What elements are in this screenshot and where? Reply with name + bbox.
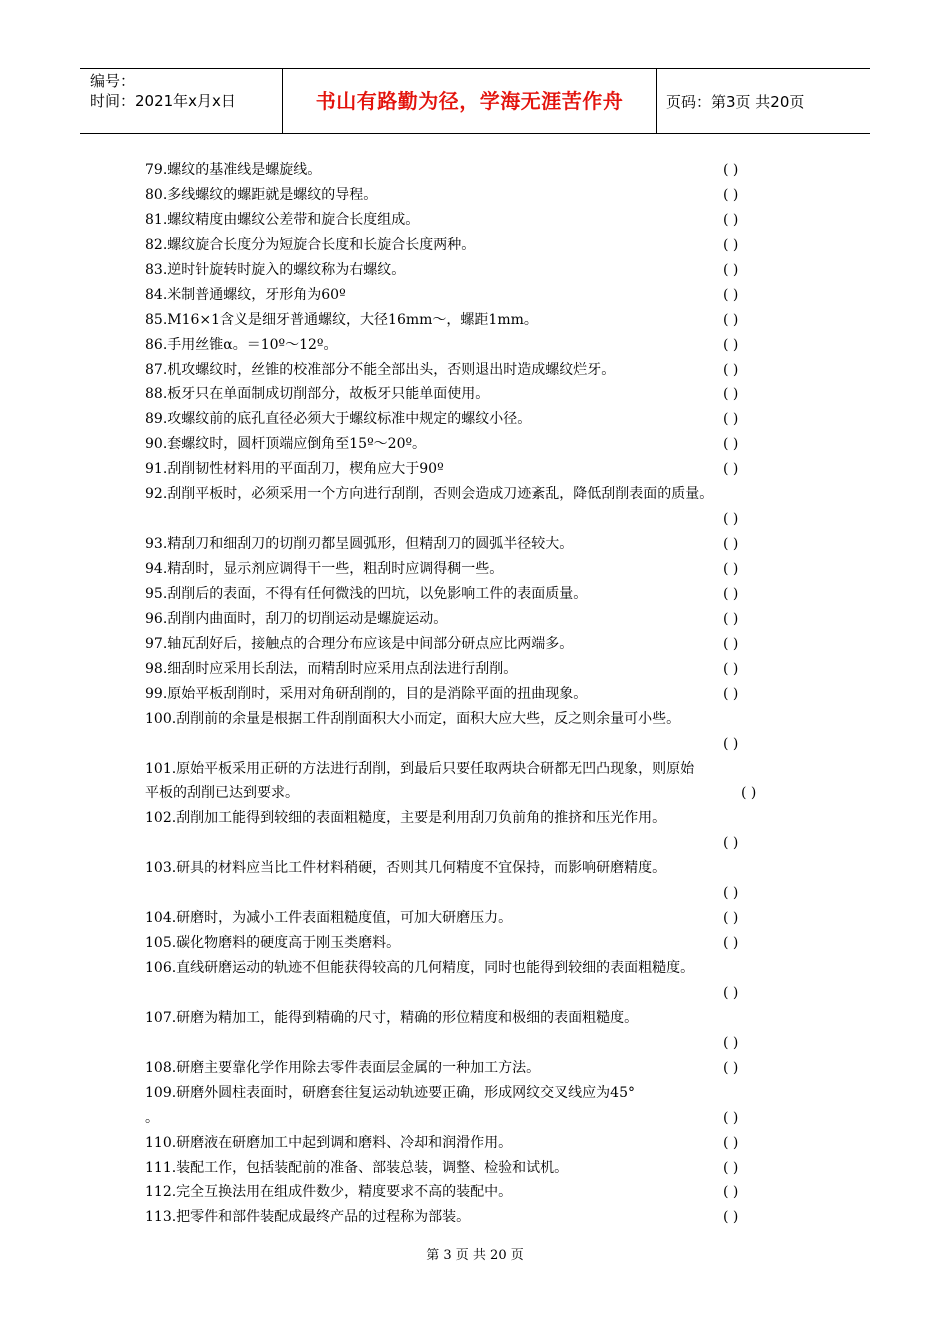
question-text: 81.螺纹精度由螺纹公差带和旋合长度组成。 [145, 211, 420, 228]
question-line [145, 956, 835, 981]
question-line [145, 682, 835, 707]
header-page-info: 页码：第3页 共20页 [666, 93, 805, 111]
question-text: 102.刮削加工能得到较细的表面粗糙度，主要是利用刮刀负前角的推挤和压光作用。 [145, 810, 667, 827]
answer-blank: ( ) [723, 411, 739, 428]
answer-blank: ( ) [723, 211, 739, 228]
question-text: 79.螺纹的基准线是螺旋线。 [145, 162, 322, 178]
page-footer: 第 3 页 共 20 页 [426, 1248, 524, 1263]
answer-blank: ( ) [723, 536, 739, 553]
question-line [145, 657, 835, 682]
question-line [145, 781, 835, 806]
question-text: 85.M16×1含义是细牙普通螺纹，大径16mm～，螺距1mm。 [145, 311, 538, 328]
answer-blank: ( ) [723, 236, 739, 253]
question-line [145, 532, 835, 557]
question-line [145, 806, 835, 831]
question-line [145, 1006, 835, 1031]
question-text: 87.机攻螺纹时，丝锥的校准部分不能全部出头，否则退出时造成螺纹烂牙。 [145, 361, 616, 378]
question-text: 101.原始平板采用正研的方法进行刮削，到最后只要任取两块合研都无凹凸现象，则原始 [145, 760, 695, 777]
question-line [145, 1081, 835, 1106]
question-line [145, 258, 835, 283]
question-line [145, 333, 835, 358]
question-line [145, 208, 835, 233]
answer-blank: ( ) [723, 436, 739, 453]
question-line [145, 981, 835, 1006]
answer-blank: ( ) [723, 984, 739, 1001]
header-motto: 书山有路勤为径，学海无涯苦作舟 [283, 69, 657, 133]
question-text: 108.研磨主要靠化学作用除去零件表面层金属的一种加工方法。 [145, 1059, 541, 1076]
question-line [145, 1131, 835, 1156]
question-line [145, 831, 835, 856]
question-text: 86.手用丝锥α。＝10º～12º。 [145, 336, 338, 353]
answer-blank: ( ) [741, 785, 757, 802]
answer-blank: ( ) [723, 835, 739, 852]
question-line [145, 283, 835, 308]
question-line [145, 482, 835, 507]
question-line [145, 906, 835, 931]
question-text: 92.刮削平板时，必须采用一个方向进行刮削，否则会造成刀迹紊乱，降低刮削表面的质量。 [145, 486, 714, 503]
question-line [145, 707, 835, 732]
question-text: 94.精刮时，显示剂应调得干一些，粗刮时应调得稠一些。 [145, 561, 504, 577]
question-text: 80.多线螺纹的螺距就是螺纹的导程。 [145, 186, 378, 203]
answer-blank: ( ) [723, 935, 739, 952]
question-text: 111.装配工作，包括装配前的准备、部装总装，调整、检验和试机。 [145, 1159, 569, 1176]
question-text: 106.直线研磨运动的轨迹不但能获得较高的几何精度，同时也能得到较细的表面粗糙度。 [145, 960, 695, 976]
question-text: 103.研具的材料应当比工件材料稍硬，否则其几何精度不宜保持，而影响研磨精度。 [145, 860, 667, 877]
question-line [145, 183, 835, 208]
answer-blank: ( ) [723, 910, 739, 927]
answer-blank: ( ) [723, 162, 739, 178]
question-line [145, 432, 835, 457]
question-line [145, 557, 835, 582]
question-line [145, 457, 835, 482]
question-text: 100.刮削前的余量是根据工件刮削面积大小而定，面积大应大些，反之则余量可小些。 [145, 710, 681, 727]
question-text: 88.板牙只在单面制成切削部分，故板牙只能单面使用。 [145, 386, 490, 403]
question-line [145, 1031, 835, 1056]
answer-blank: ( ) [723, 461, 739, 478]
question-text: 90.套螺纹时，圆杆顶端应倒角至15º～20º。 [145, 436, 427, 453]
answer-blank: ( ) [723, 1134, 739, 1151]
question-line [145, 308, 835, 333]
question-line [145, 582, 835, 607]
question-line [145, 1106, 835, 1131]
answer-blank: ( ) [723, 610, 739, 627]
question-line [145, 732, 835, 757]
header-meta [80, 69, 283, 133]
question-text: 107.研磨为精加工，能得到精确的尺寸，精确的形位精度和极细的表面粗糙度。 [145, 1009, 639, 1026]
question-text: 104.研磨时，为减小工件表面粗糙度值，可加大研磨压力。 [145, 910, 513, 927]
answer-blank: ( ) [723, 1184, 739, 1201]
question-text: 83.逆时针旋转时旋入的螺纹称为右螺纹。 [145, 261, 406, 278]
question-text: 95.刮削后的表面，不得有任何微浅的凹坑，以免影响工件的表面质量。 [145, 585, 588, 602]
answer-blank: ( ) [723, 386, 739, 403]
question-text: 93.精刮刀和细刮刀的切削刃都呈圆弧形，但精刮刀的圆弧半径较大。 [145, 536, 574, 553]
answer-blank: ( ) [723, 511, 739, 528]
answer-blank: ( ) [723, 1059, 739, 1076]
question-line [145, 358, 835, 383]
answer-blank: ( ) [723, 685, 739, 702]
question-line [145, 158, 835, 183]
answer-blank: ( ) [723, 635, 739, 652]
question-text: 89.攻螺纹前的底孔直径必须大于螺纹标准中规定的螺纹小径。 [145, 411, 532, 428]
question-text: 96.刮削内曲面时，刮刀的切削运动是螺旋运动。 [145, 610, 448, 627]
question-line [145, 407, 835, 432]
question-line [145, 1180, 835, 1205]
answer-blank: ( ) [723, 1109, 739, 1126]
document-number-label: 编号： [90, 72, 136, 90]
answer-blank: ( ) [723, 585, 739, 602]
answer-blank: ( ) [723, 735, 739, 752]
answer-blank: ( ) [723, 361, 739, 378]
question-text: 110.研磨液在研磨加工中起到调和磨料、冷却和润滑作用。 [145, 1134, 513, 1151]
question-text: 98.细刮时应采用长刮法，而精刮时应采用点刮法进行刮削。 [145, 660, 518, 677]
answer-blank: ( ) [723, 1209, 739, 1226]
answer-blank: ( ) [723, 261, 739, 278]
question-text: 97.轴瓦刮好后，接触点的合理分布应该是中间部分研点应比两端多。 [145, 635, 574, 652]
question-text: 99.原始平板刮削时，采用对角研刮削的，目的是消除平面的扭曲现象。 [145, 685, 588, 702]
answer-blank: ( ) [723, 561, 739, 577]
question-line [145, 1205, 835, 1230]
question-text: 91.刮削韧性材料用的平面刮刀，楔角应大于90º [145, 461, 444, 478]
answer-blank: ( ) [723, 311, 739, 328]
question-text: 105.碳化物磨料的硬度高于刚玉类磨料。 [145, 935, 401, 952]
question-text: 82.螺纹旋合长度分为短旋合长度和长旋合长度两种。 [145, 236, 476, 253]
question-line [145, 233, 835, 258]
question-line [145, 382, 835, 407]
question-line [145, 757, 835, 782]
answer-blank: ( ) [723, 1034, 739, 1051]
question-line [145, 1056, 835, 1081]
document-date: 时间：2021年x月x日 [90, 92, 236, 110]
answer-blank: ( ) [723, 186, 739, 203]
answer-blank: ( ) [723, 286, 739, 303]
question-line [145, 607, 835, 632]
page-header [80, 68, 870, 134]
question-line [145, 881, 835, 906]
answer-blank: ( ) [723, 660, 739, 677]
question-text: 109.研磨外圆柱表面时，研磨套往复运动轨迹要正确，形成网纹交叉线应为45° [145, 1084, 635, 1101]
question-text: 。 [145, 1109, 159, 1126]
question-line [145, 931, 835, 956]
question-line [145, 632, 835, 657]
answer-blank: ( ) [723, 1159, 739, 1176]
answer-blank: ( ) [723, 885, 739, 902]
question-line [145, 507, 835, 532]
question-text: 84.米制普通螺纹，牙形角为60º [145, 286, 346, 303]
question-text: 平板的刮削已达到要求。 [145, 785, 299, 802]
question-list [145, 158, 835, 1230]
answer-blank: ( ) [723, 336, 739, 353]
question-line [145, 856, 835, 881]
question-text: 113.把零件和部件装配成最终产品的过程称为部装。 [145, 1209, 471, 1226]
question-line [145, 1156, 835, 1181]
question-text: 112.完全互换法用在组成件数少，精度要求不高的装配中。 [145, 1184, 513, 1201]
